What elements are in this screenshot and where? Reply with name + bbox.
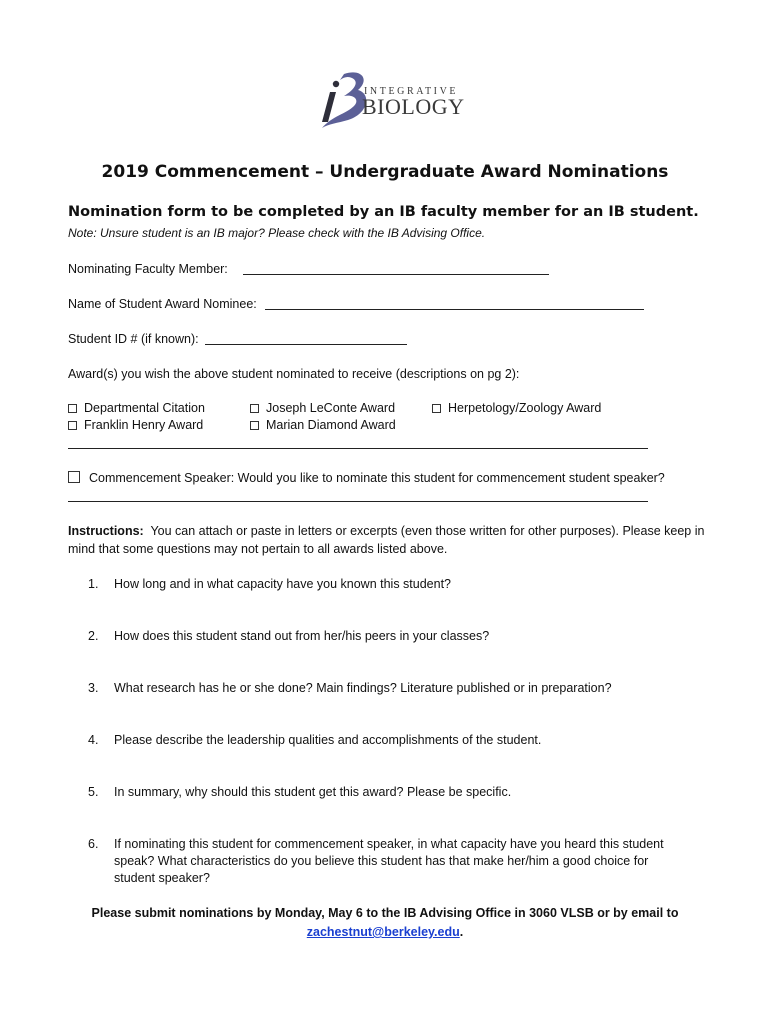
award-option-franklin-henry[interactable] xyxy=(68,418,203,432)
form-subtitle: Nomination form to be completed by an IB faculty member for an IB student. xyxy=(68,204,699,220)
question-number: 3. xyxy=(88,681,99,695)
student-id-label: Student ID # (if known): xyxy=(68,332,199,346)
section-divider xyxy=(68,448,648,449)
award-option-herpetology-zoology[interactable] xyxy=(432,401,601,415)
checkbox-icon[interactable] xyxy=(250,404,259,413)
nominee-name-label: Name of Student Award Nominee: xyxy=(68,297,257,311)
section-divider xyxy=(68,501,648,502)
submission-text: Please submit nominations by Monday, May 6 to the IB Advising Office in 3060 VLSB or by email to xyxy=(91,906,679,920)
instructions xyxy=(68,522,708,558)
question-item xyxy=(90,836,690,887)
checkbox-icon[interactable] xyxy=(68,421,77,430)
question-number: 6. xyxy=(88,837,99,851)
question-text: How long and in what capacity have you known this student? xyxy=(114,577,452,591)
integrative-biology-logo xyxy=(314,66,464,136)
submission-instructions xyxy=(0,904,770,942)
checkbox-icon[interactable] xyxy=(68,404,77,413)
award-label: Herpetology/Zoology Award xyxy=(448,401,602,415)
question-item xyxy=(90,784,700,801)
award-option-joseph-leconte[interactable] xyxy=(250,401,395,415)
email-link[interactable]: zachestnut@berkeley.edu xyxy=(306,925,460,939)
award-option-departmental-citation[interactable] xyxy=(68,401,205,415)
instructions-text: You can attach or paste in letters or excerpts (even those written for other purposes). Please keep in mind that some questions may not pertain to all awards listed above. xyxy=(68,524,705,556)
logo-text-integrative: INTEGRATIVE xyxy=(364,86,459,97)
email-period: . xyxy=(459,925,464,939)
instructions-label: Instructions: xyxy=(68,524,144,538)
question-number: 4. xyxy=(88,733,99,747)
nominee-name-field[interactable] xyxy=(265,309,644,310)
award-label: Franklin Henry Award xyxy=(84,418,204,432)
question-item xyxy=(90,680,700,697)
faculty-member-field[interactable] xyxy=(243,274,549,275)
question-text: If nominating this student for commencement speaker, in what capacity have you heard this student speak? What characteristics do you believe this student has that make her/him a good choice for student speaker? xyxy=(114,837,664,885)
question-item xyxy=(90,732,700,749)
award-label: Departmental Citation xyxy=(84,401,205,415)
checkbox-icon[interactable] xyxy=(432,404,441,413)
question-text: What research has he or she done? Main findings? Literature published or in preparation? xyxy=(114,681,612,695)
award-option-marian-diamond[interactable] xyxy=(250,418,396,432)
question-text: Please describe the leadership qualities and accomplishments of the student. xyxy=(114,733,542,747)
speaker-label: Commencement Speaker: Would you like to nominate this student for commencement student speaker? xyxy=(89,471,665,485)
award-label: Joseph LeConte Award xyxy=(266,401,396,415)
awards-prompt: Award(s) you wish the above student nominated to receive (descriptions on pg 2): xyxy=(68,367,520,381)
advising-note: Note: Unsure student is an IB major? Please check with the IB Advising Office. xyxy=(68,226,486,240)
question-number: 2. xyxy=(88,629,99,643)
checkbox-icon[interactable] xyxy=(68,471,80,483)
question-text: In summary, why should this student get this award? Please be specific. xyxy=(114,785,512,799)
question-number: 5. xyxy=(88,785,99,799)
question-item xyxy=(90,628,700,645)
question-item xyxy=(90,576,700,593)
checkbox-icon[interactable] xyxy=(250,421,259,430)
faculty-member-label: Nominating Faculty Member: xyxy=(68,262,228,276)
student-id-field[interactable] xyxy=(205,344,407,345)
question-text: How does this student stand out from her/his peers in your classes? xyxy=(114,629,490,643)
question-number: 1. xyxy=(88,577,99,591)
logo-text-biology: BIOLOGY xyxy=(362,94,465,119)
page-title: 2019 Commencement – Undergraduate Award Nominations xyxy=(101,162,669,182)
award-label: Marian Diamond Award xyxy=(266,418,396,432)
commencement-speaker-option[interactable] xyxy=(68,471,665,485)
